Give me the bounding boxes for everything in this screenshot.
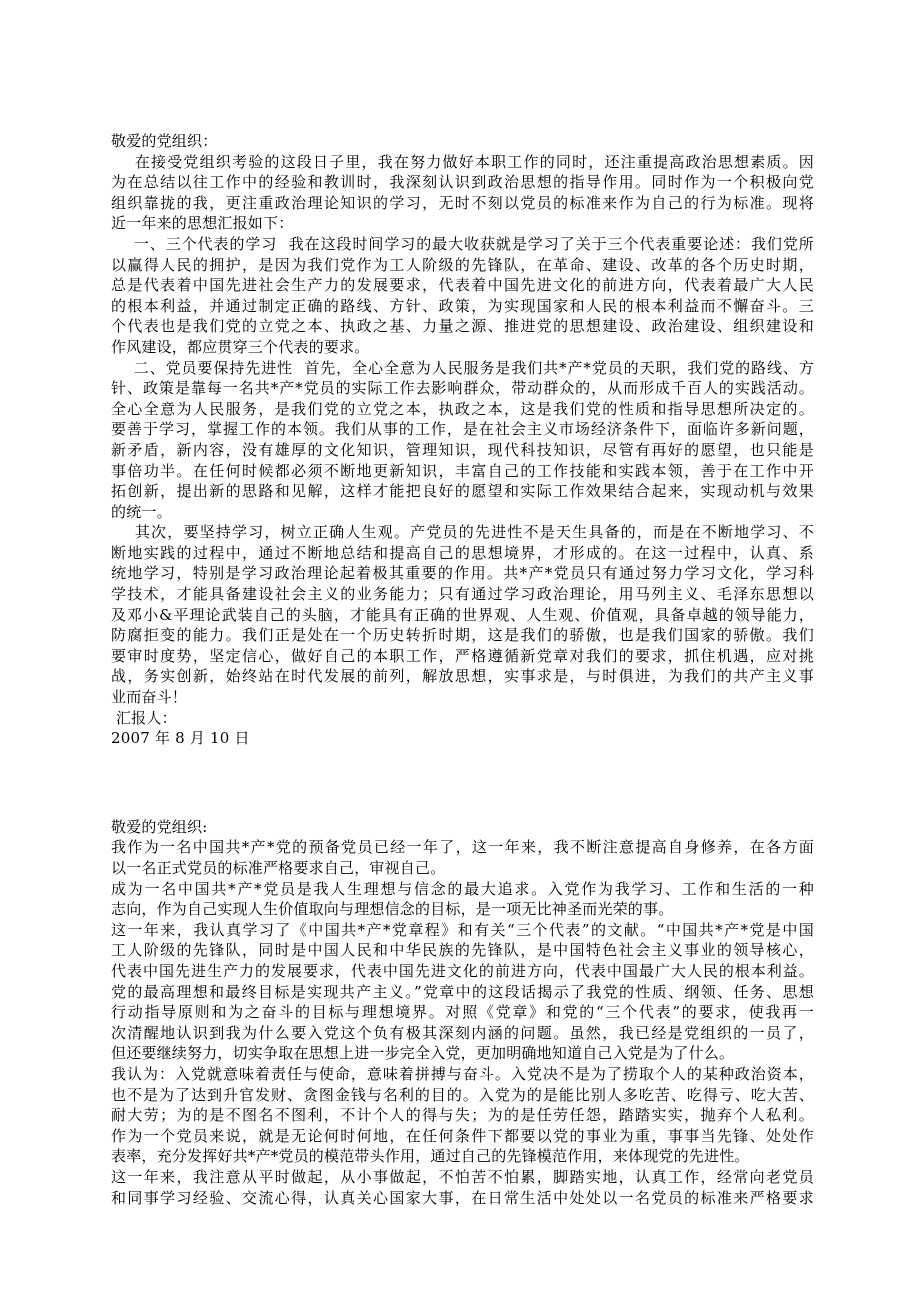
text-line: 针、政策是靠每一名共*产*党员的实际工作去影响群众，带动群众的，从而形成千百人的实践活动。 (111, 379, 814, 398)
text-line: 党的最高理想和最终目标是实现共产主义。”党章中的这段话揭示了我党的性质、纲领、任务、思想 (111, 982, 814, 1001)
text-line: 但还要继续努力，切实争取在思想上进一步完全入党，更加明确地知道自己入党是为了什么。 (111, 1044, 735, 1063)
letter-1-greeting: 敬爱的党组织： (111, 132, 218, 150)
text-line: 工人阶级的先锋队，同时是中国人民和中华民族的先锋队，是中国特色社会主义事业的领导核心， (111, 941, 814, 960)
text-line: 新矛盾，新内容，没有雄厚的文化知识，管理知识，现代科技知识，尽管有再好的愿望，也只能是 (111, 440, 814, 459)
text-line: 耐大劳；为的是不图名不图利，不计个人的得与失；为的是任劳任怨，踏踏实实，抛弃个人私利。 (111, 1106, 814, 1125)
letter-separator (111, 749, 814, 817)
text-line: 二、党员要保持先进性 首先，全心全意为人民服务是我们共*产*党员的天职，我们党的路线、方 (111, 358, 814, 377)
text-line: 行动指导原则和为之奋斗的目标与理想境界。对照《党章》和党的“三个代表”的要求，使我再一 (111, 1003, 814, 1022)
letter-2-body (111, 837, 814, 1208)
document-page (111, 131, 814, 1208)
text-line: 的根本利益，并通过制定正确的路线、方针、政策，为实现国家和人民的根本利益而不懈奋斗。三 (111, 296, 814, 315)
text-line: 我认为：入党就意味着责任与使命，意味着拼搏与奋斗。入党决不是为了捞取个人的某种政治资本， (111, 1064, 814, 1083)
text-line: 以一名正式党员的标准严格要求自己，审视自己。 (111, 859, 446, 877)
text-line: 总是代表着中国先进社会生产力的发展要求，代表着中国先进文化的前进方向，代表着最广大人民 (111, 276, 814, 295)
text-line: 表率，充分发挥好共*产*党员的模范带头作用，通过自己的先锋模范作用，来体现党的先进性。 (111, 1147, 750, 1166)
text-line: 断地实践的过程中，通过不断地总结和提高自己的思想境界，才形成的。在这一过程中，认真、系 (111, 543, 814, 562)
text-line: 作风建设，都应贯穿三个代表的要求。 (111, 337, 370, 356)
text-line: 防腐拒变的能力。我们正是处在一个历史转折时期，这是我们的骄傲，也是我们国家的骄傲。我们 (111, 626, 814, 645)
letter-2-greeting: 敬爱的党组织: (111, 817, 208, 836)
text-line: 其次，要坚持学习，树立正确人生观。产党员的先进性不是天生具备的，而是在不断地学习、不 (111, 523, 814, 542)
text-line: 的统一。 (111, 502, 172, 521)
text-line: 近一年来的思想汇报如下： (111, 214, 294, 233)
text-line: 这一年来，我认真学习了《中国共*产*党章程》和有关“三个代表”的文献。“中国共*产*党是中国 (111, 920, 814, 939)
text-line: 一、三个代表的学习 我在这段时间学习的最大收获就是学习了关于三个代表重要论述：我们党所 (111, 234, 814, 253)
text-line: 这一年来，我注意从平时做起，从小事做起，不怕苦不怕累，脚踏实地，认真工作，经常向老党员 (111, 1167, 814, 1186)
text-line: 全心全意为人民服务，是我们党的立党之本，执政之本，这是我们党的性质和指导思想所决定的。 (111, 399, 814, 418)
text-line: 及邓小&平理论武装自己的头脑，才能具有正确的世界观、人生观、价值观，具备卓越的领导能力， (111, 605, 814, 624)
text-line: 成为一名中国共*产*党员是我人生理想与信念的最大追求。入党作为我学习、工作和生活的一种 (111, 879, 814, 898)
text-line: 和同事学习经验、交流心得，认真关心国家大事，在日常生活中处处以一名党员的标准来严格要求 (111, 1188, 814, 1207)
text-line: 为在总结以往工作中的经验和教训时，我深刻认识到政治思想的指导作用。同时作为一个积极向党 (111, 173, 814, 192)
text-line: 业而奋斗！ (111, 688, 188, 707)
text-line: 以赢得人民的拥护，是因为我们党作为工人阶级的先锋队，在革命、建设、改革的各个历史时期， (111, 255, 814, 274)
letter-1-date: 2007 年 8 月 10 日 (111, 729, 250, 748)
text-line: 代表中国先进生产力的发展要求，代表中国先进文化的前进方向，代表中国最广大人民的根本利益。 (111, 961, 814, 980)
text-line: 组织靠拢的我，更注重政治理论知识的学习，无时不刻以党员的标准来作为自己的行为标准。现将 (111, 193, 814, 212)
text-line: 我作为一名中国共*产*党的预备党员已经一年了，这一年来，我不断注意提高自身修养，在各方面 (111, 838, 814, 857)
text-line: 作为一个党员来说，就是无论何时何地，在任何条件下都要以党的事业为重，事事当先锋、处处作 (111, 1126, 814, 1145)
text-line: 要审时度势，坚定信心，做好自己的本职工作，严格遵循新党章对我们的要求，抓住机遇，应对挑 (111, 646, 814, 665)
text-line: 也不是为了达到升官发财、贪图金钱与名利的目的。入党为的是能比别人多吃苦、吃得亏、吃大苦、 (111, 1085, 814, 1104)
letter-2 (111, 817, 814, 1208)
text-line: 次清醒地认识到我为什么要入党这个负有极其深刻内涵的问题。虽然，我已经是党组织的一员了， (111, 1023, 814, 1042)
letter-1-body (111, 152, 814, 708)
text-line: 拓创新，提出新的思路和见解，这样才能把良好的愿望和实际工作效果结合起来，实现动机与效果 (111, 482, 814, 501)
text-line: 要善于学习，掌握工作的本领。我们从事的工作，是在社会主义市场经济条件下，面临许多新问题， (111, 420, 814, 439)
text-line: 学技术，才能具备建设社会主义的业务能力；只有通过学习政治理论，用马列主义、毛泽东思想以 (111, 585, 814, 604)
text-line: 事倍功半。在任何时候都必须不断地更新知识，丰富自己的工作技能和实践本领，善于在工作中开 (111, 461, 814, 480)
text-line: 在接受党组织考验的这段日子里，我在努力做好本职工作的同时，还注重提高政治思想素质。因 (111, 152, 814, 171)
text-line: 战，务实创新，始终站在时代发展的前列，解放思想，实事求是，与时俱进，为我们的共产主义事 (111, 667, 814, 686)
text-line: 统地学习，特别是学习政治理论起着极其重要的作用。共*产*党员只有通过努力学习文化，学习科 (111, 564, 814, 583)
text-line: 志向，作为自己实现人生价值取向与理想信念的目标，是一项无比神圣而光荣的事。 (111, 900, 674, 919)
text-line: 个代表也是我们党的立党之本、执政之基、力量之源、推进党的思想建设、政治建设、组织建设和 (111, 317, 814, 336)
letter-1 (111, 131, 814, 749)
letter-1-signer: 汇报人： (111, 708, 177, 727)
